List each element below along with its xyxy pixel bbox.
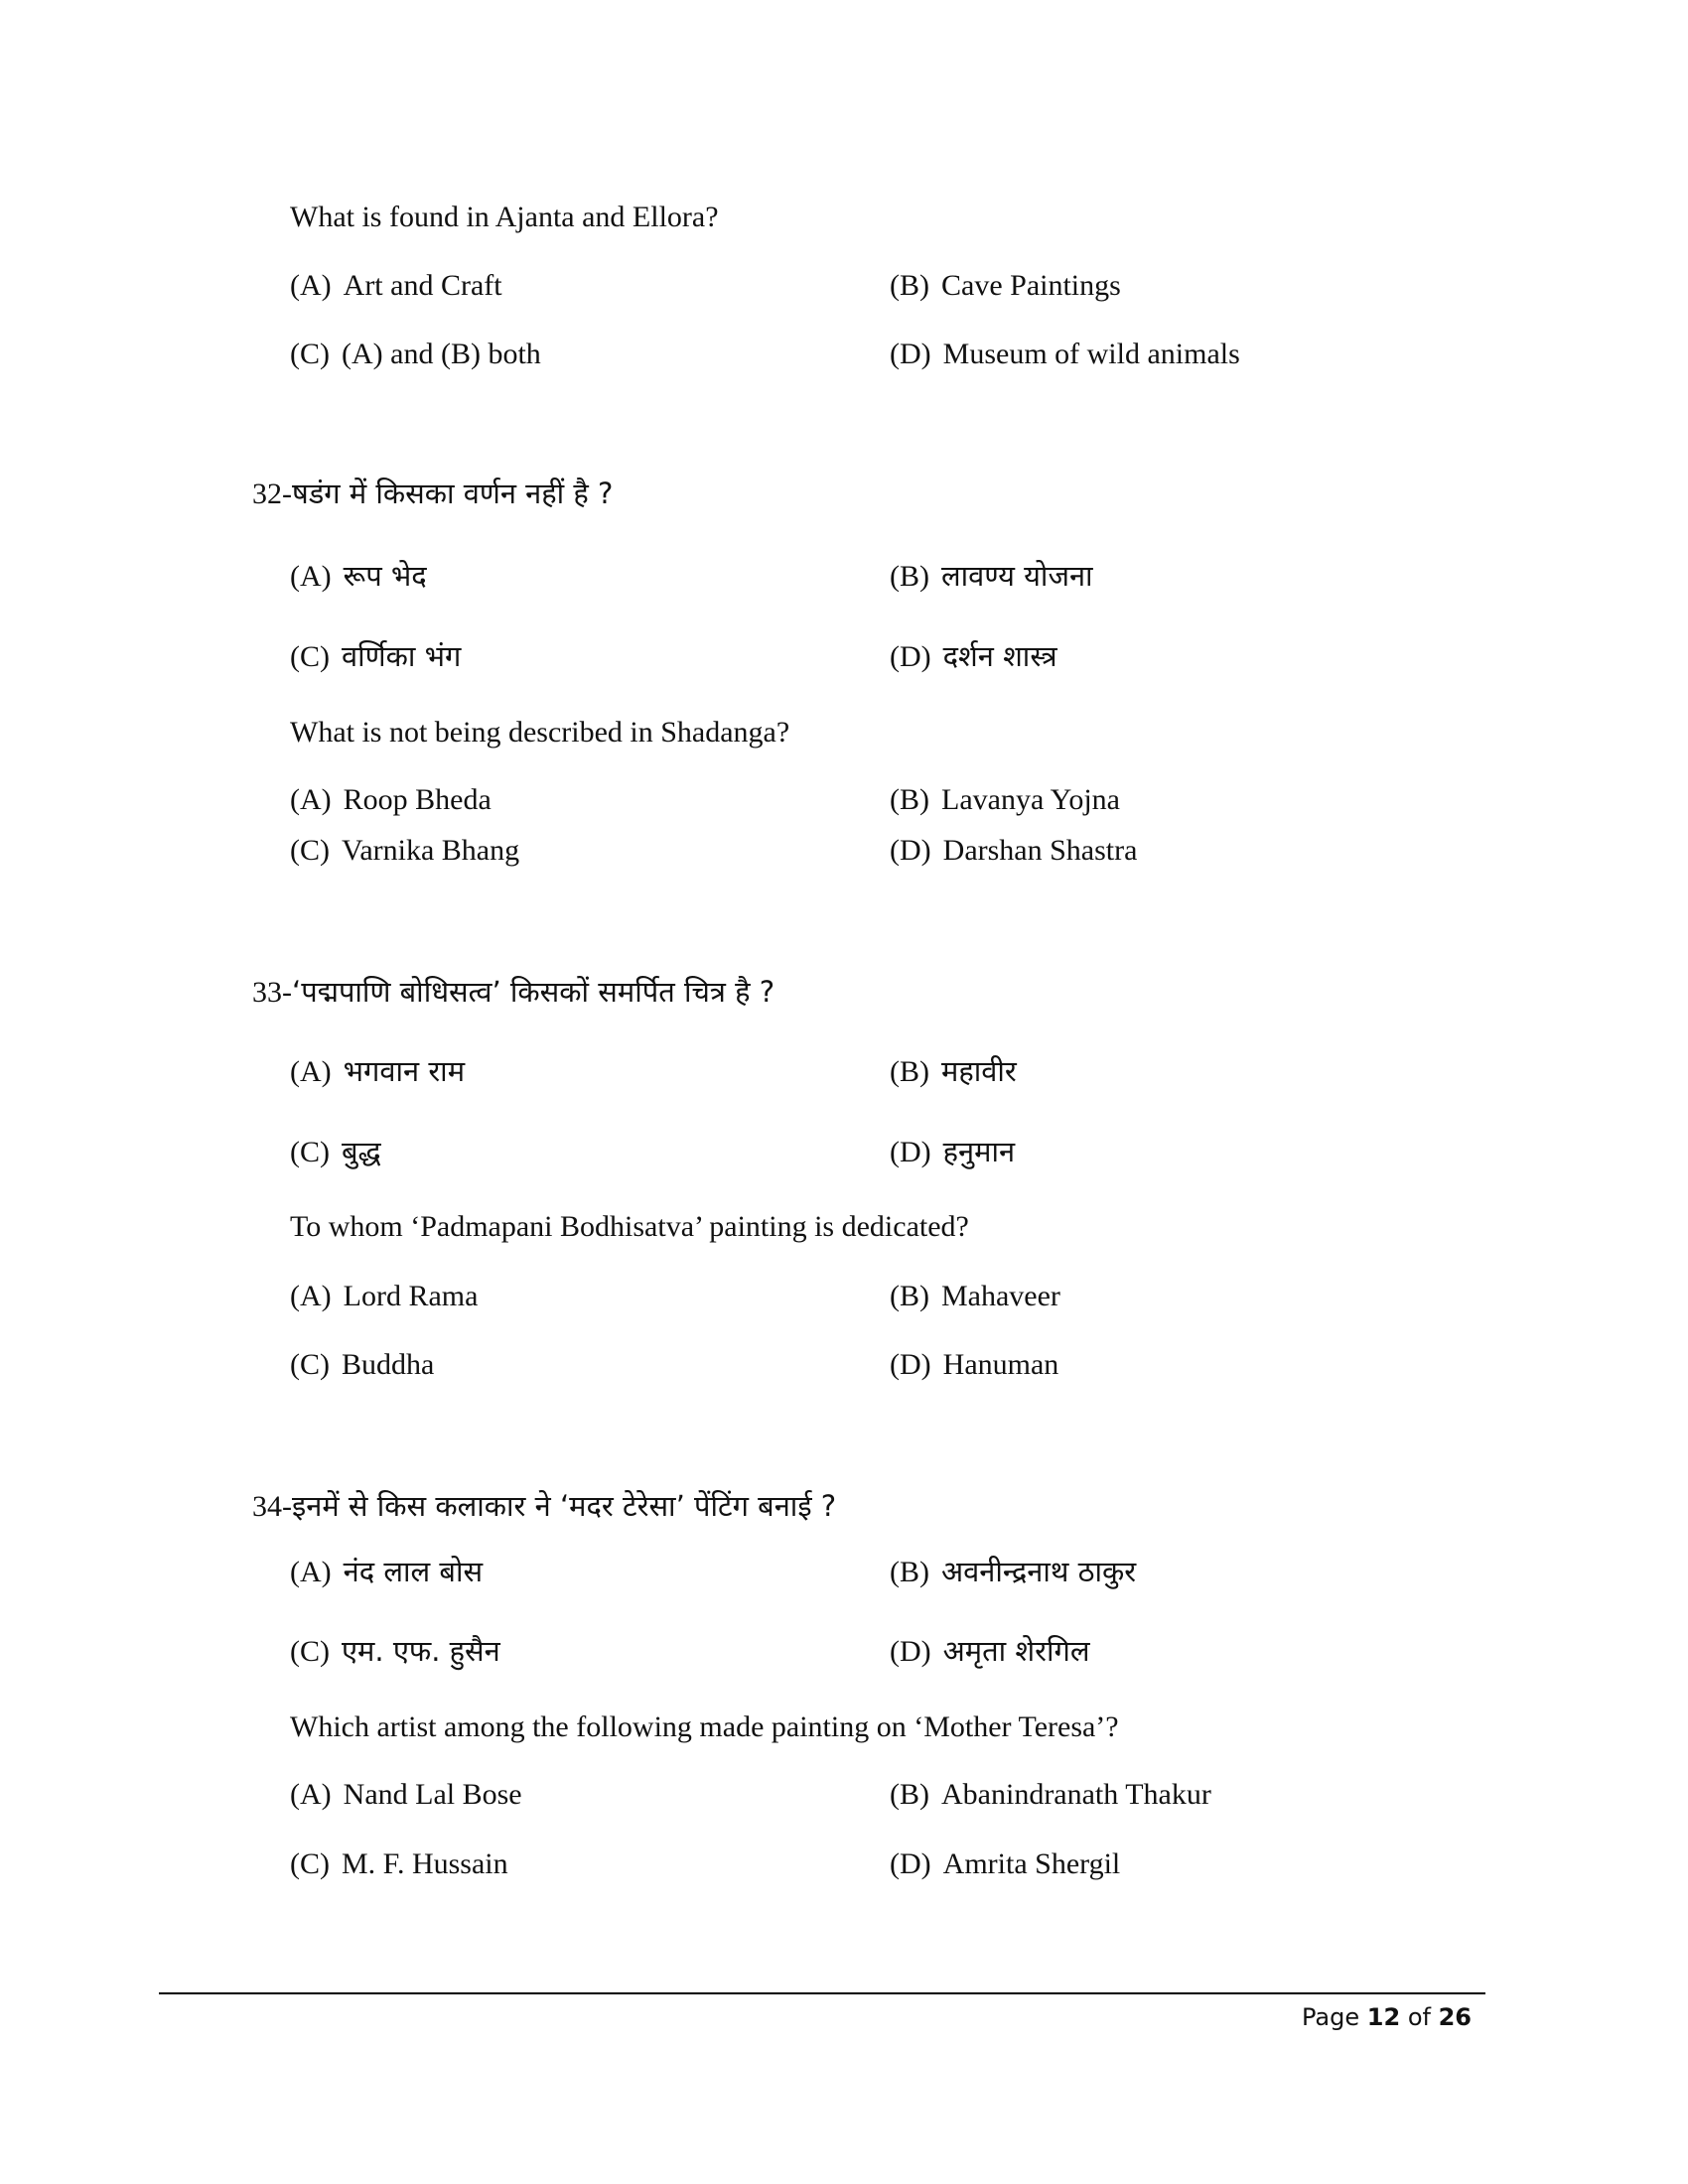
q31-option-b [890, 268, 1121, 304]
question-32-hindi [252, 476, 613, 512]
option-label: (A) [290, 1280, 332, 1312]
q33-hindi-option-c [290, 1134, 381, 1170]
option-text: महावीर [941, 1054, 1017, 1088]
q34-option-d [890, 1846, 1120, 1882]
q34-hindi-option-d [890, 1633, 1090, 1670]
q31-option-d [890, 337, 1240, 372]
option-label: (A) [290, 1556, 332, 1588]
q32-option-d [890, 833, 1137, 869]
q31-option-c [290, 337, 541, 372]
option-label: (D) [890, 834, 931, 867]
question-34-english-text: Which artist among the following made painting on ‘Mother Teresa’? [290, 1710, 1119, 1743]
question-text: ‘पद्मपाणि बोधिसत्व’ किसकों समर्पित चित्र है ? [292, 975, 775, 1009]
question-number: 34- [252, 1490, 292, 1523]
q33-option-d [890, 1347, 1058, 1383]
option-label: (A) [290, 783, 332, 816]
q32-hindi-option-a [290, 558, 427, 595]
option-label: (C) [290, 1847, 330, 1880]
option-text: Art and Craft [343, 269, 502, 302]
option-text: Hanuman [942, 1348, 1059, 1381]
page-prefix: Page [1302, 2003, 1360, 2031]
q33-option-c [290, 1347, 434, 1383]
current-page: 12 [1366, 2003, 1401, 2031]
total-pages: 26 [1438, 2003, 1472, 2031]
option-text: Nand Lal Bose [343, 1778, 522, 1811]
option-label: (C) [290, 640, 330, 673]
q34-option-b [890, 1777, 1211, 1813]
option-text: (A) and (B) both [342, 338, 541, 370]
option-label: (C) [290, 1635, 330, 1668]
q32-hindi-option-d [890, 638, 1057, 675]
q33-hindi-option-a [290, 1053, 465, 1090]
option-text: Mahaveer [941, 1280, 1060, 1312]
q33-option-a [290, 1279, 478, 1314]
option-label: (C) [290, 338, 330, 370]
option-label: (B) [890, 1055, 929, 1088]
option-text: वर्णिका भंग [342, 639, 462, 673]
question-number: 33- [252, 976, 292, 1009]
q32-option-b [890, 782, 1120, 818]
option-text: Lavanya Yojna [941, 783, 1120, 816]
question-31-english-text: What is found in Ajanta and Ellora? [290, 201, 719, 233]
option-label: (D) [890, 1635, 931, 1668]
option-label: (C) [290, 1136, 330, 1168]
page-number [1302, 2003, 1472, 2031]
q32-option-c [290, 833, 519, 869]
option-text: नंद लाल बोस [343, 1555, 484, 1588]
option-label: (A) [290, 1055, 332, 1088]
q33-hindi-option-b [890, 1053, 1017, 1090]
q33-hindi-option-d [890, 1134, 1015, 1170]
option-label: (B) [890, 1280, 929, 1312]
option-text: Darshan Shastra [942, 834, 1138, 867]
option-text: Amrita Shergil [942, 1847, 1121, 1880]
option-text: अवनीन्द्रनाथ ठाकुर [941, 1555, 1137, 1588]
question-32-english-text: What is not being described in Shadanga? [290, 716, 790, 749]
q31-option-a [290, 268, 502, 304]
option-label: (A) [290, 1778, 332, 1811]
option-text: हनुमान [942, 1135, 1016, 1168]
option-text: दर्शन शास्त्र [942, 639, 1057, 673]
q34-option-c [290, 1846, 508, 1882]
option-text: Cave Paintings [941, 269, 1121, 302]
option-label: (D) [890, 338, 931, 370]
option-label: (B) [890, 1778, 929, 1811]
option-label: (B) [890, 269, 929, 302]
option-label: (A) [290, 560, 332, 593]
q32-option-a [290, 782, 492, 818]
q32-hindi-option-c [290, 638, 461, 675]
option-label: (D) [890, 1136, 931, 1168]
option-text: M. F. Hussain [342, 1847, 508, 1880]
q33-option-b [890, 1279, 1060, 1314]
option-text: रूप भेद [343, 559, 427, 593]
option-text: भगवान राम [343, 1054, 466, 1088]
q32-hindi-option-b [890, 558, 1093, 595]
question-text: इनमें से किस कलाकार ने ‘मदर टेरेसा’ पेंटिंग बनाई ? [292, 1489, 837, 1523]
option-label: (B) [890, 560, 929, 593]
q34-hindi-option-c [290, 1633, 500, 1670]
option-label: (D) [890, 1348, 931, 1381]
question-34-hindi [252, 1488, 836, 1525]
option-text: Roop Bheda [343, 783, 492, 816]
page-of: of [1407, 2003, 1431, 2031]
option-label: (B) [890, 1556, 929, 1588]
option-label: (C) [290, 1348, 330, 1381]
footer-divider [159, 1992, 1485, 1994]
option-text: अमृता शेरगिल [942, 1634, 1090, 1668]
q34-option-a [290, 1777, 522, 1813]
option-text: Abanindranath Thakur [941, 1778, 1211, 1811]
question-text: षडंग में किसका वर्णन नहीं है ? [292, 477, 614, 510]
option-label: (D) [890, 1847, 931, 1880]
option-label: (A) [290, 269, 332, 302]
option-text: Varnika Bhang [342, 834, 520, 867]
option-text: Museum of wild animals [942, 338, 1240, 370]
option-label: (B) [890, 783, 929, 816]
option-label: (C) [290, 834, 330, 867]
question-number: 32- [252, 478, 292, 510]
q34-hindi-option-b [890, 1554, 1136, 1590]
question-33-english-text: To whom ‘Padmapani Bodhisatva’ painting is dedicated? [290, 1210, 969, 1243]
question-33-hindi [252, 974, 774, 1011]
option-text: Lord Rama [343, 1280, 479, 1312]
option-text: एम. एफ. हुसैन [342, 1634, 500, 1668]
option-text: Buddha [342, 1348, 435, 1381]
option-text: लावण्य योजना [941, 559, 1093, 593]
option-text: बुद्ध [342, 1135, 381, 1168]
option-label: (D) [890, 640, 931, 673]
q34-hindi-option-a [290, 1554, 483, 1590]
